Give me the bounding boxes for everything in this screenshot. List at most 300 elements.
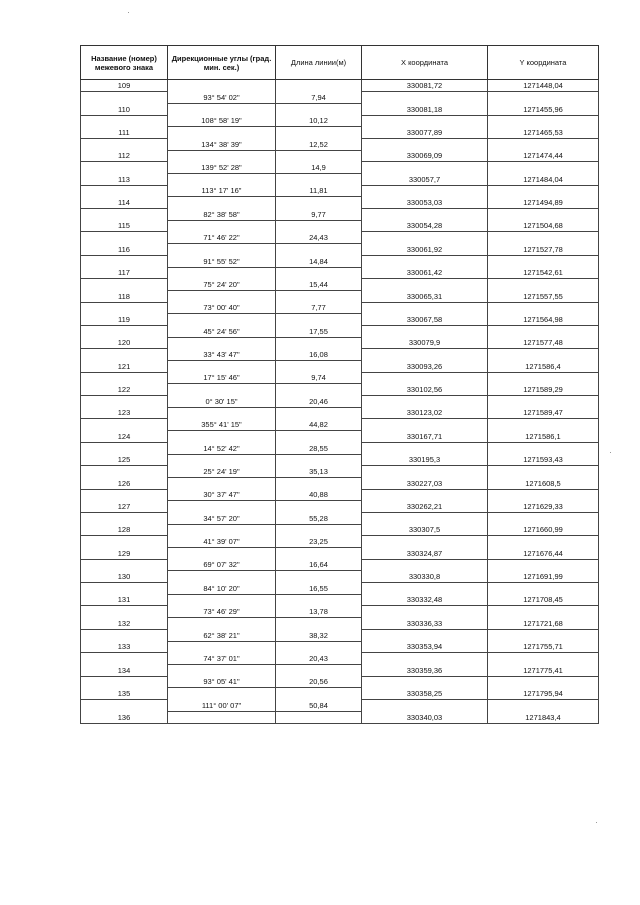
empty-angle-cell — [168, 618, 276, 630]
direction-angle: 34° 57' 20" — [168, 512, 276, 524]
line-length: 16,55 — [276, 583, 362, 595]
line-length: 20,46 — [276, 396, 362, 408]
point-row — [81, 407, 599, 419]
header-line-length: Длина линии(м) — [276, 46, 362, 80]
line-length: 50,84 — [276, 699, 362, 711]
empty-angle-cell — [168, 594, 276, 606]
direction-angle: 91° 55' 52" — [168, 255, 276, 267]
segment-row — [81, 583, 599, 595]
segment-row — [81, 92, 599, 104]
point-row — [81, 174, 599, 186]
x-coordinate: 330102,56 — [362, 384, 488, 396]
empty-length-cell — [276, 314, 362, 326]
point-name: 124 — [81, 431, 168, 443]
point-row — [81, 220, 599, 232]
empty-length-cell — [276, 337, 362, 349]
line-length: 20,56 — [276, 676, 362, 688]
point-name: 136 — [81, 711, 168, 723]
segment-row — [81, 185, 599, 197]
x-coordinate: 330067,58 — [362, 314, 488, 326]
empty-angle-cell — [168, 244, 276, 256]
empty-x-cell — [362, 279, 488, 291]
point-name: 116 — [81, 244, 168, 256]
segment-row — [81, 699, 599, 711]
empty-x-cell — [362, 349, 488, 361]
point-row — [81, 711, 599, 723]
empty-y-cell — [488, 325, 599, 337]
empty-name-cell — [81, 442, 168, 454]
table-body — [81, 80, 599, 724]
point-name: 112 — [81, 150, 168, 162]
empty-y-cell — [488, 92, 599, 104]
x-coordinate: 330065,31 — [362, 290, 488, 302]
empty-x-cell — [362, 442, 488, 454]
empty-y-cell — [488, 653, 599, 665]
y-coordinate: 1271474,44 — [488, 150, 599, 162]
direction-angle: 62° 38' 21" — [168, 629, 276, 641]
segment-row — [81, 466, 599, 478]
y-coordinate: 1271660,99 — [488, 524, 599, 536]
empty-angle-cell — [168, 688, 276, 700]
line-length: 44,82 — [276, 419, 362, 431]
y-coordinate: 1271455,96 — [488, 103, 599, 115]
x-coordinate: 330123,02 — [362, 407, 488, 419]
y-coordinate: 1271775,41 — [488, 664, 599, 676]
empty-length-cell — [276, 664, 362, 676]
empty-x-cell — [362, 185, 488, 197]
direction-angle: 30° 37' 47" — [168, 489, 276, 501]
header-direction-angle: Дирекционные углы (град. мин. сек.) — [168, 46, 276, 80]
direction-angle: 108° 58' 19" — [168, 115, 276, 127]
point-row — [81, 664, 599, 676]
empty-length-cell — [276, 244, 362, 256]
empty-name-cell — [81, 653, 168, 665]
line-length: 16,64 — [276, 559, 362, 571]
y-coordinate: 1271448,04 — [488, 80, 599, 92]
y-coordinate: 1271586,1 — [488, 431, 599, 443]
point-name: 130 — [81, 571, 168, 583]
y-coordinate: 1271691,99 — [488, 571, 599, 583]
direction-angle: 113° 17' 16" — [168, 185, 276, 197]
empty-angle-cell — [168, 337, 276, 349]
point-row — [81, 477, 599, 489]
point-row — [81, 103, 599, 115]
direction-angle: 41° 39' 07" — [168, 536, 276, 548]
empty-name-cell — [81, 512, 168, 524]
empty-name-cell — [81, 185, 168, 197]
x-coordinate: 330081,18 — [362, 103, 488, 115]
y-coordinate: 1271795,94 — [488, 688, 599, 700]
empty-y-cell — [488, 583, 599, 595]
empty-y-cell — [488, 442, 599, 454]
segment-row — [81, 606, 599, 618]
point-row — [81, 337, 599, 349]
x-coordinate: 330057,7 — [362, 174, 488, 186]
empty-x-cell — [362, 396, 488, 408]
point-name: 109 — [81, 80, 168, 92]
x-coordinate: 330330,8 — [362, 571, 488, 583]
empty-y-cell — [488, 185, 599, 197]
empty-length-cell — [276, 290, 362, 302]
direction-angle: 71° 46' 22" — [168, 232, 276, 244]
y-coordinate: 1271542,61 — [488, 267, 599, 279]
y-coordinate: 1271608,5 — [488, 477, 599, 489]
segment-row — [81, 279, 599, 291]
empty-angle-cell — [168, 664, 276, 676]
direction-angle: 69° 07' 32" — [168, 559, 276, 571]
empty-angle-cell — [168, 197, 276, 209]
point-name: 127 — [81, 501, 168, 513]
point-row — [81, 548, 599, 560]
empty-name-cell — [81, 232, 168, 244]
line-length: 13,78 — [276, 606, 362, 618]
boundary-points-table — [80, 45, 599, 724]
y-coordinate: 1271465,53 — [488, 127, 599, 139]
y-coordinate: 1271589,47 — [488, 407, 599, 419]
x-coordinate: 330353,94 — [362, 641, 488, 653]
empty-angle-cell — [168, 267, 276, 279]
empty-length-cell — [276, 267, 362, 279]
empty-x-cell — [362, 676, 488, 688]
point-name: 135 — [81, 688, 168, 700]
empty-y-cell — [488, 512, 599, 524]
point-name: 121 — [81, 361, 168, 373]
empty-name-cell — [81, 115, 168, 127]
y-coordinate: 1271721,68 — [488, 618, 599, 630]
empty-angle-cell — [168, 548, 276, 560]
x-coordinate: 330324,87 — [362, 548, 488, 560]
direction-angle: 355° 41' 15" — [168, 419, 276, 431]
line-length: 38,32 — [276, 629, 362, 641]
empty-y-cell — [488, 209, 599, 221]
y-coordinate: 1271589,29 — [488, 384, 599, 396]
segment-row — [81, 349, 599, 361]
x-coordinate: 330227,03 — [362, 477, 488, 489]
empty-name-cell — [81, 419, 168, 431]
empty-x-cell — [362, 653, 488, 665]
empty-length-cell — [276, 220, 362, 232]
segment-row — [81, 489, 599, 501]
point-row — [81, 431, 599, 443]
empty-length-cell — [276, 174, 362, 186]
x-coordinate: 330093,26 — [362, 361, 488, 373]
x-coordinate: 330307,5 — [362, 524, 488, 536]
direction-angle: 93° 54' 02" — [168, 92, 276, 104]
empty-angle-cell — [168, 220, 276, 232]
direction-angle: 73° 00' 40" — [168, 302, 276, 314]
empty-x-cell — [362, 629, 488, 641]
segment-row — [81, 372, 599, 384]
empty-x-cell — [362, 232, 488, 244]
empty-y-cell — [488, 279, 599, 291]
empty-y-cell — [488, 559, 599, 571]
empty-angle-cell — [168, 174, 276, 186]
empty-length-cell — [276, 384, 362, 396]
empty-y-cell — [488, 466, 599, 478]
header-x-coordinate: X координата — [362, 46, 488, 80]
empty-length-cell — [276, 150, 362, 162]
segment-row — [81, 255, 599, 267]
empty-x-cell — [362, 209, 488, 221]
y-coordinate: 1271586,4 — [488, 361, 599, 373]
x-coordinate: 330167,71 — [362, 431, 488, 443]
direction-angle: 139° 52' 28" — [168, 162, 276, 174]
point-name: 123 — [81, 407, 168, 419]
empty-name-cell — [81, 699, 168, 711]
line-length: 11,81 — [276, 185, 362, 197]
segment-row — [81, 442, 599, 454]
empty-x-cell — [362, 302, 488, 314]
empty-angle-cell — [168, 80, 276, 92]
empty-name-cell — [81, 559, 168, 571]
point-row — [81, 127, 599, 139]
empty-y-cell — [488, 489, 599, 501]
empty-length-cell — [276, 431, 362, 443]
empty-x-cell — [362, 325, 488, 337]
empty-name-cell — [81, 466, 168, 478]
point-row — [81, 594, 599, 606]
y-coordinate: 1271593,43 — [488, 454, 599, 466]
empty-x-cell — [362, 699, 488, 711]
direction-angle: 111° 00' 07" — [168, 699, 276, 711]
empty-x-cell — [362, 372, 488, 384]
x-coordinate: 330081,72 — [362, 80, 488, 92]
empty-angle-cell — [168, 384, 276, 396]
line-length: 28,55 — [276, 442, 362, 454]
line-length: 24,43 — [276, 232, 362, 244]
point-name: 115 — [81, 220, 168, 232]
empty-name-cell — [81, 325, 168, 337]
direction-angle: 82° 38' 58" — [168, 209, 276, 221]
empty-y-cell — [488, 676, 599, 688]
empty-y-cell — [488, 115, 599, 127]
empty-length-cell — [276, 477, 362, 489]
point-name: 119 — [81, 314, 168, 326]
direction-angle: 14° 52' 42" — [168, 442, 276, 454]
direction-angle: 84° 10' 20" — [168, 583, 276, 595]
segment-row — [81, 676, 599, 688]
line-length: 15,44 — [276, 279, 362, 291]
empty-name-cell — [81, 349, 168, 361]
segment-row — [81, 209, 599, 221]
direction-angle: 93° 05' 41" — [168, 676, 276, 688]
empty-y-cell — [488, 536, 599, 548]
empty-length-cell — [276, 197, 362, 209]
empty-name-cell — [81, 138, 168, 150]
empty-angle-cell — [168, 454, 276, 466]
empty-name-cell — [81, 396, 168, 408]
header-y-coordinate: Y координата — [488, 46, 599, 80]
empty-angle-cell — [168, 103, 276, 115]
point-row — [81, 501, 599, 513]
y-coordinate: 1271755,71 — [488, 641, 599, 653]
point-row — [81, 524, 599, 536]
line-length: 12,52 — [276, 138, 362, 150]
point-name: 129 — [81, 548, 168, 560]
empty-name-cell — [81, 676, 168, 688]
empty-x-cell — [362, 606, 488, 618]
segment-row — [81, 162, 599, 174]
empty-angle-cell — [168, 290, 276, 302]
empty-name-cell — [81, 372, 168, 384]
point-name: 125 — [81, 454, 168, 466]
y-coordinate: 1271564,98 — [488, 314, 599, 326]
scan-speck — [128, 12, 129, 13]
segment-row — [81, 559, 599, 571]
point-name: 114 — [81, 197, 168, 209]
empty-x-cell — [362, 115, 488, 127]
empty-y-cell — [488, 162, 599, 174]
empty-name-cell — [81, 255, 168, 267]
x-coordinate: 330195,3 — [362, 454, 488, 466]
empty-length-cell — [276, 618, 362, 630]
segment-row — [81, 512, 599, 524]
line-length: 23,25 — [276, 536, 362, 548]
empty-name-cell — [81, 279, 168, 291]
point-name: 117 — [81, 267, 168, 279]
scan-speck — [596, 822, 597, 823]
x-coordinate: 330053,03 — [362, 197, 488, 209]
scan-speck — [610, 452, 611, 453]
direction-angle: 17° 15' 46" — [168, 372, 276, 384]
empty-angle-cell — [168, 711, 276, 723]
x-coordinate: 330262,21 — [362, 501, 488, 513]
point-row — [81, 618, 599, 630]
line-length: 9,74 — [276, 372, 362, 384]
x-coordinate: 330077,89 — [362, 127, 488, 139]
point-name: 111 — [81, 127, 168, 139]
segment-row — [81, 325, 599, 337]
empty-angle-cell — [168, 127, 276, 139]
empty-y-cell — [488, 372, 599, 384]
direction-angle: 73° 46' 29" — [168, 606, 276, 618]
empty-angle-cell — [168, 641, 276, 653]
point-row — [81, 314, 599, 326]
point-row — [81, 80, 599, 92]
line-length: 7,94 — [276, 92, 362, 104]
point-row — [81, 197, 599, 209]
empty-y-cell — [488, 302, 599, 314]
x-coordinate: 330336,33 — [362, 618, 488, 630]
point-name: 120 — [81, 337, 168, 349]
direction-angle: 0° 30' 15" — [168, 396, 276, 408]
direction-angle: 45° 24' 56" — [168, 325, 276, 337]
empty-length-cell — [276, 641, 362, 653]
empty-angle-cell — [168, 477, 276, 489]
line-length: 20,43 — [276, 653, 362, 665]
segment-row — [81, 419, 599, 431]
point-name: 132 — [81, 618, 168, 630]
point-row — [81, 384, 599, 396]
point-row — [81, 361, 599, 373]
x-coordinate: 330054,28 — [362, 220, 488, 232]
y-coordinate: 1271676,44 — [488, 548, 599, 560]
empty-angle-cell — [168, 501, 276, 513]
line-length: 9,77 — [276, 209, 362, 221]
point-name: 118 — [81, 290, 168, 302]
y-coordinate: 1271504,68 — [488, 220, 599, 232]
point-name: 113 — [81, 174, 168, 186]
point-name: 134 — [81, 664, 168, 676]
empty-y-cell — [488, 396, 599, 408]
point-name: 133 — [81, 641, 168, 653]
y-coordinate: 1271527,78 — [488, 244, 599, 256]
y-coordinate: 1271494,89 — [488, 197, 599, 209]
empty-y-cell — [488, 138, 599, 150]
x-coordinate: 330358,25 — [362, 688, 488, 700]
empty-x-cell — [362, 255, 488, 267]
empty-angle-cell — [168, 361, 276, 373]
line-length: 17,55 — [276, 325, 362, 337]
header-point-name: Название (номер) межевого знака — [81, 46, 168, 80]
empty-y-cell — [488, 419, 599, 431]
line-length: 35,13 — [276, 466, 362, 478]
empty-y-cell — [488, 606, 599, 618]
empty-name-cell — [81, 629, 168, 641]
empty-length-cell — [276, 688, 362, 700]
y-coordinate: 1271708,45 — [488, 594, 599, 606]
empty-x-cell — [362, 138, 488, 150]
empty-length-cell — [276, 548, 362, 560]
point-row — [81, 290, 599, 302]
x-coordinate: 330332,48 — [362, 594, 488, 606]
x-coordinate: 330061,92 — [362, 244, 488, 256]
table-header — [81, 46, 599, 80]
empty-x-cell — [362, 559, 488, 571]
segment-row — [81, 396, 599, 408]
point-name: 126 — [81, 477, 168, 489]
empty-y-cell — [488, 232, 599, 244]
y-coordinate: 1271484,04 — [488, 174, 599, 186]
segment-row — [81, 115, 599, 127]
line-length: 14,84 — [276, 255, 362, 267]
direction-angle: 25° 24' 19" — [168, 466, 276, 478]
empty-length-cell — [276, 501, 362, 513]
empty-name-cell — [81, 536, 168, 548]
empty-name-cell — [81, 92, 168, 104]
y-coordinate: 1271557,55 — [488, 290, 599, 302]
direction-angle: 134° 38' 39" — [168, 138, 276, 150]
segment-row — [81, 653, 599, 665]
empty-x-cell — [362, 489, 488, 501]
direction-angle: 75° 24' 20" — [168, 279, 276, 291]
x-coordinate: 330061,42 — [362, 267, 488, 279]
empty-angle-cell — [168, 524, 276, 536]
empty-length-cell — [276, 571, 362, 583]
point-row — [81, 571, 599, 583]
empty-angle-cell — [168, 407, 276, 419]
empty-name-cell — [81, 606, 168, 618]
line-length: 14,9 — [276, 162, 362, 174]
point-row — [81, 454, 599, 466]
point-row — [81, 244, 599, 256]
point-name: 131 — [81, 594, 168, 606]
empty-name-cell — [81, 162, 168, 174]
segment-row — [81, 138, 599, 150]
empty-length-cell — [276, 127, 362, 139]
segment-row — [81, 536, 599, 548]
point-name: 122 — [81, 384, 168, 396]
empty-x-cell — [362, 92, 488, 104]
x-coordinate: 330359,36 — [362, 664, 488, 676]
segment-row — [81, 232, 599, 244]
empty-name-cell — [81, 489, 168, 501]
segment-row — [81, 629, 599, 641]
empty-x-cell — [362, 512, 488, 524]
empty-y-cell — [488, 349, 599, 361]
line-length: 7,77 — [276, 302, 362, 314]
x-coordinate: 330079,9 — [362, 337, 488, 349]
